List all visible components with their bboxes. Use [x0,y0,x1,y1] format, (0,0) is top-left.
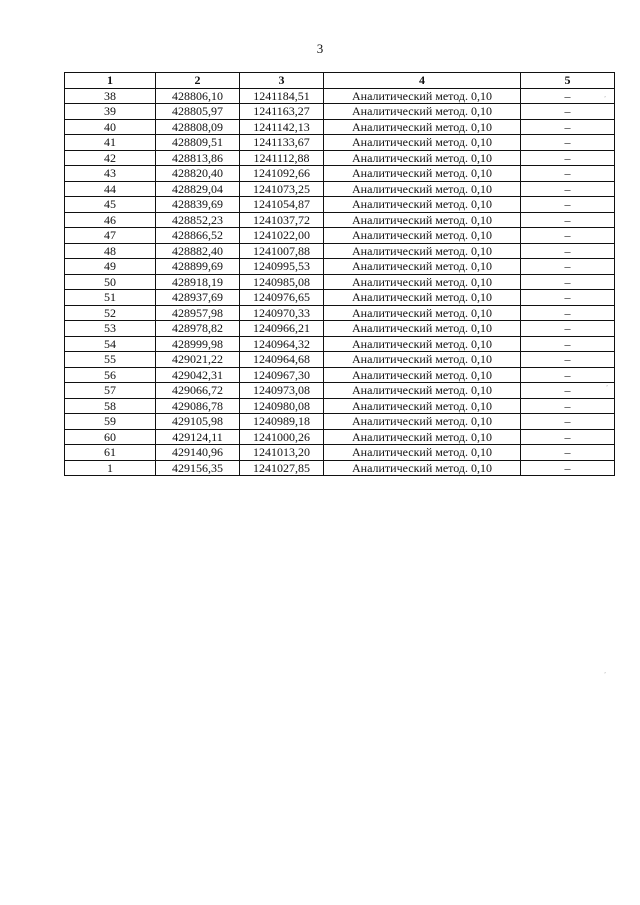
table-row [65,414,615,430]
method-cell: Аналитический метод. 0,10 [324,398,521,414]
method-cell: Аналитический метод. 0,10 [324,305,521,321]
note-cell: – [521,429,615,445]
note-cell: – [521,414,615,430]
method-cell: Аналитический метод. 0,10 [324,259,521,275]
y-coordinate-cell: 1240970,33 [240,305,324,321]
method-cell: Аналитический метод. 0,10 [324,336,521,352]
note-cell: – [521,212,615,228]
method-cell: Аналитический метод. 0,10 [324,88,521,104]
x-coordinate-cell: 428813,86 [156,150,240,166]
point-number-cell: 57 [65,383,156,399]
x-coordinate-cell: 428999,98 [156,336,240,352]
x-coordinate-cell: 429105,98 [156,414,240,430]
x-coordinate-cell: 428866,52 [156,228,240,244]
note-cell: – [521,460,615,476]
table-row [65,460,615,476]
y-coordinate-cell: 1241112,88 [240,150,324,166]
y-coordinate-cell: 1241092,66 [240,166,324,182]
table-row [65,352,615,368]
method-cell: Аналитический метод. 0,10 [324,321,521,337]
method-cell: Аналитический метод. 0,10 [324,352,521,368]
point-number-cell: 46 [65,212,156,228]
method-cell: Аналитический метод. 0,10 [324,104,521,120]
note-cell: – [521,367,615,383]
point-number-cell: 41 [65,135,156,151]
y-coordinate-cell: 1241000,26 [240,429,324,445]
page-number: 3 [316,41,324,56]
y-coordinate-cell: 1240966,21 [240,321,324,337]
method-cell: Аналитический метод. 0,10 [324,274,521,290]
table-row [65,445,615,461]
y-coordinate-cell: 1241007,88 [240,243,324,259]
x-coordinate-cell: 429021,22 [156,352,240,368]
method-cell: Аналитический метод. 0,10 [324,228,521,244]
note-cell: – [521,181,615,197]
method-cell: Аналитический метод. 0,10 [324,119,521,135]
table-row [65,150,615,166]
table-row [65,290,615,306]
method-cell: Аналитический метод. 0,10 [324,429,521,445]
point-number-cell: 56 [65,367,156,383]
column-header-4: 4 [324,73,521,89]
note-cell: – [521,336,615,352]
method-cell: Аналитический метод. 0,10 [324,181,521,197]
y-coordinate-cell: 1240985,08 [240,274,324,290]
x-coordinate-cell: 428839,69 [156,197,240,213]
point-number-cell: 44 [65,181,156,197]
x-coordinate-cell: 429086,78 [156,398,240,414]
method-cell: Аналитический метод. 0,10 [324,135,521,151]
x-coordinate-cell: 428937,69 [156,290,240,306]
note-cell: – [521,445,615,461]
table-row [65,88,615,104]
note-cell: – [521,243,615,259]
note-cell: – [521,290,615,306]
point-number-cell: 59 [65,414,156,430]
x-coordinate-cell: 428829,04 [156,181,240,197]
x-coordinate-cell: 429156,35 [156,460,240,476]
method-cell: Аналитический метод. 0,10 [324,290,521,306]
table-row [65,181,615,197]
method-cell: Аналитический метод. 0,10 [324,212,521,228]
note-cell: – [521,352,615,368]
point-number-cell: 53 [65,321,156,337]
note-cell: – [521,274,615,290]
point-number-cell: 60 [65,429,156,445]
table-row [65,321,615,337]
scan-speck: ʼ [604,96,606,102]
x-coordinate-cell: 428805,97 [156,104,240,120]
x-coordinate-cell: 428820,40 [156,166,240,182]
point-number-cell: 40 [65,119,156,135]
method-cell: Аналитический метод. 0,10 [324,460,521,476]
method-cell: Аналитический метод. 0,10 [324,383,521,399]
method-cell: Аналитический метод. 0,10 [324,166,521,182]
point-number-cell: 45 [65,197,156,213]
y-coordinate-cell: 1241027,85 [240,460,324,476]
point-number-cell: 48 [65,243,156,259]
column-header-2: 2 [156,73,240,89]
y-coordinate-cell: 1241022,00 [240,228,324,244]
method-cell: Аналитический метод. 0,10 [324,150,521,166]
table-body [65,88,615,476]
column-header-3: 3 [240,73,324,89]
y-coordinate-cell: 1240964,32 [240,336,324,352]
method-cell: Аналитический метод. 0,10 [324,243,521,259]
x-coordinate-cell: 428852,23 [156,212,240,228]
table-row [65,135,615,151]
note-cell: – [521,383,615,399]
table-row [65,228,615,244]
y-coordinate-cell: 1240964,68 [240,352,324,368]
table-row [65,212,615,228]
x-coordinate-cell: 429042,31 [156,367,240,383]
point-number-cell: 49 [65,259,156,275]
note-cell: – [521,398,615,414]
table-row [65,398,615,414]
note-cell: – [521,88,615,104]
table-row [65,383,615,399]
x-coordinate-cell: 428806,10 [156,88,240,104]
x-coordinate-cell: 428808,09 [156,119,240,135]
point-number-cell: 47 [65,228,156,244]
note-cell: – [521,119,615,135]
column-header-5: 5 [521,73,615,89]
y-coordinate-cell: 1241163,27 [240,104,324,120]
note-cell: – [521,166,615,182]
note-cell: – [521,135,615,151]
note-cell: – [521,305,615,321]
point-number-cell: 54 [65,336,156,352]
note-cell: – [521,197,615,213]
y-coordinate-cell: 1240973,08 [240,383,324,399]
y-coordinate-cell: 1240967,30 [240,367,324,383]
point-number-cell: 50 [65,274,156,290]
y-coordinate-cell: 1240976,65 [240,290,324,306]
y-coordinate-cell: 1241184,51 [240,88,324,104]
x-coordinate-cell: 429140,96 [156,445,240,461]
y-coordinate-cell: 1240995,53 [240,259,324,275]
x-coordinate-cell: 428957,98 [156,305,240,321]
method-cell: Аналитический метод. 0,10 [324,445,521,461]
y-coordinate-cell: 1241013,20 [240,445,324,461]
point-number-cell: 39 [65,104,156,120]
table-row [65,119,615,135]
point-number-cell: 55 [65,352,156,368]
x-coordinate-cell: 428809,51 [156,135,240,151]
scan-speck: ʼ [606,385,608,391]
note-cell: – [521,228,615,244]
method-cell: Аналитический метод. 0,10 [324,367,521,383]
point-number-cell: 52 [65,305,156,321]
scan-speck: ʼ [604,672,606,678]
point-number-cell: 42 [65,150,156,166]
y-coordinate-cell: 1241142,13 [240,119,324,135]
x-coordinate-cell: 429124,11 [156,429,240,445]
table-header-row [65,73,615,89]
table-row [65,274,615,290]
point-number-cell: 1 [65,460,156,476]
coordinates-table [64,72,615,476]
table-row [65,104,615,120]
x-coordinate-cell: 428899,69 [156,259,240,275]
column-header-1: 1 [65,73,156,89]
point-number-cell: 38 [65,88,156,104]
y-coordinate-cell: 1240980,08 [240,398,324,414]
table-row [65,197,615,213]
x-coordinate-cell: 428978,82 [156,321,240,337]
note-cell: – [521,104,615,120]
point-number-cell: 61 [65,445,156,461]
table-row [65,367,615,383]
x-coordinate-cell: 429066,72 [156,383,240,399]
table-row [65,429,615,445]
x-coordinate-cell: 428918,19 [156,274,240,290]
x-coordinate-cell: 428882,40 [156,243,240,259]
y-coordinate-cell: 1241133,67 [240,135,324,151]
y-coordinate-cell: 1240989,18 [240,414,324,430]
note-cell: – [521,150,615,166]
table-row [65,259,615,275]
point-number-cell: 58 [65,398,156,414]
note-cell: – [521,259,615,275]
method-cell: Аналитический метод. 0,10 [324,414,521,430]
table-row [65,305,615,321]
y-coordinate-cell: 1241054,87 [240,197,324,213]
table-row [65,166,615,182]
point-number-cell: 43 [65,166,156,182]
point-number-cell: 51 [65,290,156,306]
y-coordinate-cell: 1241073,25 [240,181,324,197]
y-coordinate-cell: 1241037,72 [240,212,324,228]
table-row [65,336,615,352]
note-cell: – [521,321,615,337]
table-row [65,243,615,259]
method-cell: Аналитический метод. 0,10 [324,197,521,213]
